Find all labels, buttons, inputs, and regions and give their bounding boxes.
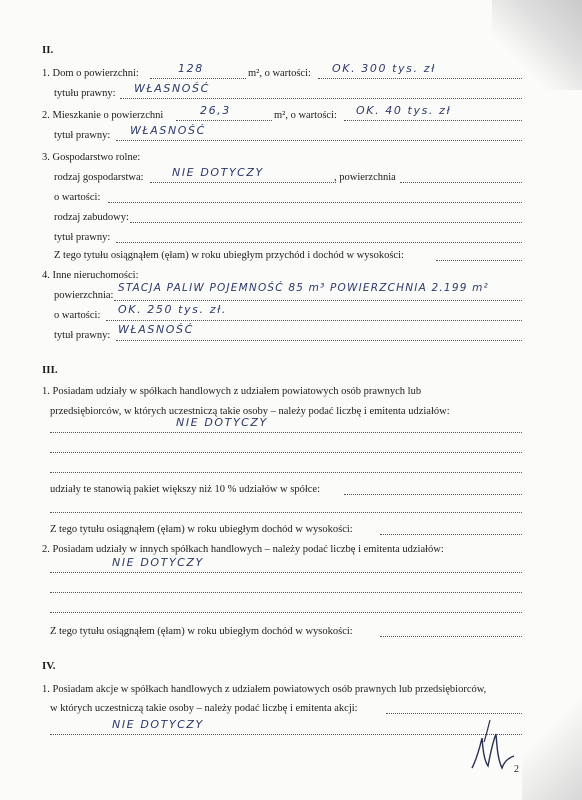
shares-item1-line-c bbox=[50, 472, 522, 473]
other-value: OK. 250 tys. zł. bbox=[118, 303, 227, 316]
stocks-item1-line2: w których uczestniczą takie osoby – należy podać liczbę i emitenta akcji: bbox=[50, 703, 358, 714]
other-label: 4. Inne nieruchomości: bbox=[42, 270, 139, 281]
other-area-label: powierzchnia: bbox=[54, 290, 114, 301]
shares-item2-line: 2. Posiadam udziały w innych spółkach handlowych – należy podać liczbę i emitenta udziałów: bbox=[42, 544, 444, 555]
farm-area-label: , powierzchnia bbox=[334, 172, 396, 183]
shares-item1-line2: przedsiębiorców, w których uczestniczą takie osoby – należy podać liczbę i emitenta udziałów: bbox=[50, 406, 450, 417]
shares-item2-line-b bbox=[50, 592, 522, 593]
flat-unit-label: m², o wartości: bbox=[274, 110, 337, 121]
section-2-heading: II. bbox=[42, 44, 54, 56]
farm-area-line bbox=[400, 182, 522, 183]
flat-value: OK. 40 tys. zł bbox=[356, 104, 452, 117]
farm-label: 3. Gospodarstwo rolne: bbox=[42, 152, 141, 163]
flat-title-value: WŁASNOŚĆ bbox=[130, 124, 206, 137]
shares-item1-line-a bbox=[50, 432, 522, 433]
shares-item1-answer: NIE DOTYCZY bbox=[176, 416, 268, 429]
scan-shadow-top bbox=[492, 0, 582, 90]
house-area-line bbox=[150, 78, 246, 79]
house-unit-label: m², o wartości: bbox=[248, 68, 311, 79]
stocks-item1-line-a bbox=[386, 713, 522, 714]
other-area-line bbox=[114, 300, 522, 301]
house-label: 1. Dom o powierzchni: bbox=[42, 68, 139, 79]
farm-income-label: Z tego tytułu osiągnąłem (ęłam) w roku ubiegłym przychód i dochód w wysokości: bbox=[54, 250, 404, 261]
house-title-label: tytułu prawny: bbox=[54, 88, 116, 99]
shares-item2-income-line bbox=[380, 636, 522, 637]
farm-title-label: tytuł prawny: bbox=[54, 232, 111, 243]
signature bbox=[468, 716, 518, 776]
flat-label: 2. Mieszkanie o powierzchni bbox=[42, 110, 164, 121]
shares-item1-line1: 1. Posiadam udziały w spółkach handlowych z udziałem powiatowych osób prawnych lub bbox=[42, 386, 422, 397]
farm-kind-value: NIE DOTYCZY bbox=[172, 166, 264, 179]
flat-title-label: tytuł prawny: bbox=[54, 130, 111, 141]
other-area-value: STACJA PALIW POJEMNOŚĆ 85 m³ POWIERZCHNIA 2.199 m² bbox=[118, 282, 489, 294]
shares-item1-share-label: udziały te stanowią pakiet większy niż 10 % udziałów w spółce: bbox=[50, 484, 321, 495]
farm-kind-label: rodzaj gospodarstwa: bbox=[54, 172, 144, 183]
shares-item1-income-line bbox=[380, 534, 522, 535]
shares-item1-share-line bbox=[344, 494, 522, 495]
farm-income-line bbox=[436, 260, 522, 261]
shares-item2-answer: NIE DOTYCZY bbox=[112, 556, 204, 569]
shares-item2-line-a bbox=[50, 572, 522, 573]
stocks-item1-line1: 1. Posiadam akcje w spółkach handlowych z udziałem powiatowych osób prawnych lub przedsiębiorców, bbox=[42, 684, 487, 695]
stocks-item1-answer: NIE DOTYCZY bbox=[112, 718, 204, 731]
farm-buildings-label: rodzaj zabudowy: bbox=[54, 212, 129, 223]
shares-item1-share-line-b bbox=[50, 512, 522, 513]
stocks-item1-line-b bbox=[50, 734, 522, 735]
flat-value-line bbox=[344, 120, 522, 121]
farm-value-label: o wartości: bbox=[54, 192, 101, 203]
flat-area-line bbox=[176, 120, 272, 121]
house-value-line bbox=[318, 78, 522, 79]
farm-buildings-line bbox=[130, 222, 522, 223]
other-title-label: tytuł prawny: bbox=[54, 330, 111, 341]
scan-shadow-bottom bbox=[522, 680, 582, 800]
other-title-line bbox=[116, 340, 522, 341]
other-title-value: WŁASNOŚĆ bbox=[118, 323, 194, 336]
other-value-line bbox=[106, 320, 522, 321]
house-area-value: 128 bbox=[178, 62, 204, 75]
shares-item1-income-label: Z tego tytułu osiągnąłem (ęłam) w roku ubiegłym dochód w wysokości: bbox=[50, 524, 353, 535]
house-title-line bbox=[120, 98, 522, 99]
farm-value-line bbox=[108, 202, 522, 203]
farm-title-line bbox=[116, 242, 522, 243]
flat-title-line bbox=[116, 140, 522, 141]
page-number: 2 bbox=[514, 764, 519, 775]
farm-kind-line bbox=[150, 182, 336, 183]
flat-area-value: 26,3 bbox=[200, 104, 231, 117]
house-title-value: WŁASNOŚĆ bbox=[134, 82, 210, 95]
section-4-heading: IV. bbox=[42, 660, 56, 672]
shares-item2-income-label: Z tego tytułu osiągnąłem (ęłam) w roku ubiegłym dochód w wysokości: bbox=[50, 626, 353, 637]
house-value: OK. 300 tys. zł bbox=[332, 62, 436, 75]
shares-item2-line-c bbox=[50, 612, 522, 613]
section-3-heading: III. bbox=[42, 364, 58, 376]
shares-item1-line-b bbox=[50, 452, 522, 453]
other-value-label: o wartości: bbox=[54, 310, 101, 321]
